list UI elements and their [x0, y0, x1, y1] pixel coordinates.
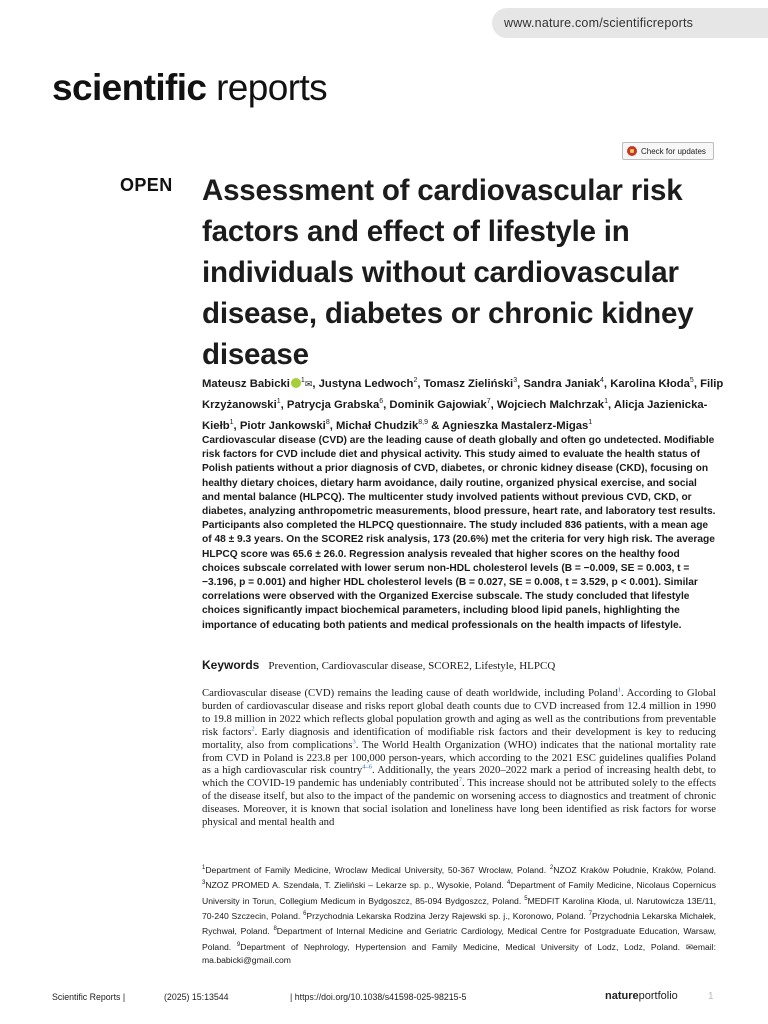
affiliation-text: Przychodnia Lekarska Michałek, Rychwał, Poland.: [202, 910, 716, 937]
author-affiliation-ref: 1: [588, 418, 593, 426]
page-footer: [0, 988, 768, 1008]
orcid-icon[interactable]: [291, 378, 301, 388]
author-separator: ,: [280, 398, 287, 411]
publisher-logo: [605, 990, 678, 1002]
author-separator: ,: [417, 377, 424, 390]
author-affiliation-ref: 1: [300, 377, 305, 384]
affiliation-number: 2: [549, 865, 554, 871]
affiliation-number: 5: [524, 895, 528, 902]
journal-brand-logo: [52, 66, 327, 110]
affiliations: [202, 862, 716, 968]
author-name[interactable]: Tomasz Zieliński: [423, 377, 514, 390]
author-affiliation-ref: 4: [600, 377, 604, 384]
author-affiliation-ref: 6: [379, 397, 384, 405]
citation-ref[interactable]: 1: [617, 686, 622, 694]
keywords: [202, 658, 716, 672]
affiliation-text: MEDFIT Karolina Kłoda, ul. Narutowicza 13E/11, 70-240 Szczecin, Poland.: [202, 895, 716, 921]
affiliation-number: 8: [273, 926, 277, 933]
author-name[interactable]: Piotr Jankowski: [239, 419, 326, 432]
author-affiliation-ref: 8,9: [418, 418, 428, 426]
page-number: 1: [708, 991, 714, 1002]
author-affiliation-ref: 2: [413, 377, 418, 384]
keywords-label: Keywords: [202, 658, 260, 672]
footer-issue: (2025) 15:13544: [164, 992, 229, 1002]
author-separator: ,: [383, 398, 390, 411]
author-name[interactable]: Agnieszka Mastalerz-Migas: [442, 419, 589, 432]
author-name[interactable]: Wojciech Malchrzak: [496, 398, 605, 411]
body-paragraph: [202, 687, 716, 829]
author-name[interactable]: Karolina Kłoda: [610, 377, 690, 390]
author-separator: &: [427, 419, 443, 432]
affiliation-number: 3: [202, 880, 206, 887]
affiliation-text: NZOZ PROMED A. Szendała, T. Zieliński – Lekarze sp. p., Wysokie, Poland.: [205, 880, 507, 891]
author-affiliation-ref: 8: [325, 418, 330, 426]
author-list: [202, 372, 732, 434]
affiliation-text: Przychodnia Lekarska Rodzina Jerzy Rajewski sp. j., Koronowo, Poland.: [306, 910, 589, 921]
affiliation-number: 4: [506, 880, 511, 887]
author-name[interactable]: Filip Krzyżanowski: [202, 377, 724, 411]
email-link[interactable]: ma.babicki@gmail.com: [202, 955, 291, 966]
body-text-segment: . Additionally, the years 2020–2022 mark a period of increasing health debt, to which the COVID-19 pandemic has undeniably contributed: [202, 764, 716, 790]
journal-url[interactable]: [492, 8, 768, 38]
affiliation-text: Department of Nephrology, Hypertension and Family Medicine, Medical University of Lodz, Lodz, Poland.: [240, 941, 686, 952]
author-affiliation-ref: 3: [513, 377, 518, 384]
affiliation-number: 7: [588, 911, 592, 918]
envelope-icon: ✉: [685, 941, 694, 952]
footer-journal: Scientific Reports |: [52, 992, 126, 1002]
author-name[interactable]: Mateusz Babicki: [202, 377, 290, 390]
author-separator: ,: [312, 377, 319, 390]
crossmark-icon: [627, 146, 637, 156]
citation-ref[interactable]: 7: [458, 776, 462, 784]
affiliation-number: 6: [303, 911, 307, 918]
author-separator: ,: [233, 419, 240, 432]
author-affiliation-ref: 1: [604, 397, 608, 405]
author-affiliation-ref: 7: [486, 397, 491, 405]
affiliation-text: Department of Internal Medicine and Geriatric Cardiology, Medical Centre for Postgraduate Education, Warsaw, Poland.: [202, 926, 716, 952]
affiliation-text: NZOZ Kraków Południe, Kraków, Poland.: [553, 864, 716, 875]
envelope-icon[interactable]: ✉: [304, 378, 313, 389]
body-text-segment: . This increase should not be attributed solely to the effects of the disease itself, but also to the impact of the pandemic on worsening access to diagnostics and treatment of chronic diseases. Moreover, it is known that social isolation and loneliness have long been identified as risk factors for worse physical and mental health and: [202, 777, 716, 829]
author-separator: ,: [603, 377, 611, 390]
open-access-label: OPEN: [120, 175, 173, 195]
author-separator: ,: [607, 398, 614, 411]
author-name[interactable]: Alicja Jazienicka-Kiełb: [202, 398, 708, 432]
affiliation-number: 9: [236, 941, 241, 948]
author-affiliation-ref: 1: [276, 397, 281, 405]
abstract: Cardiovascular disease (CVD) are the leading cause of death globally and often go undetected. Modifiable risk factors for CVD include diet and physical activity. This study aimed to evaluate the health status of Polish patients without a prior diagnosis of CVD, diabetes, or chronic kidney disease (CKD), focusing on healthy dietary choices, dietary harm avoidance, daily routine, organized physical exercise, and social and mental balance (HLPCQ). The multicenter study involved patients without previous CVD, CKD, or diabetes, analyzing anthropometric measurements, blood pressure, heart rate, and laboratory test results. Participants also completed the HLPCQ questionnaire. The study included 836 patients, with a mean age of 48 ± 9.3 years. On the SCORE2 risk analysis, 173 (20.6%) met the criteria for very high risk. The average HLPCQ score was 65.6 ± 26.0. Regression analysis revealed that higher scores on the healthy food choices subscale correlated with lower serum non-HDL cholesterol levels (B = −0.009, SE = 0.003, t = −3.196, p = 0.001) and higher HDL cholesterol levels (B = 0.027, SE = 0.008, t = 3.529, p < 0.001). Similar correlations were observed with the Organized Exercise subscale. The study concluded that lifestyle choices significantly impact biochemical parameters, including blood lipid panels, highlighting the importance of educating both patients and medical professionals on the health impacts of lifestyle.: [202, 435, 716, 631]
footer-doi-link[interactable]: | https://doi.org/10.1038/s41598-025-98215-5: [290, 992, 467, 1002]
author-name[interactable]: Patrycja Grabska: [286, 398, 380, 411]
brand-light: reports: [206, 67, 328, 108]
affiliation-number: 1: [202, 865, 206, 871]
article-title: Assessment of cardiovascular risk factors and effect of lifestyle in individuals without cardiovascular disease, diabetes or chronic kidney disease: [202, 174, 694, 371]
publisher-bold: nature: [605, 990, 639, 1002]
citation-ref[interactable]: 3: [352, 738, 356, 746]
author-affiliation-ref: 5: [689, 377, 694, 384]
affiliation-text: Department of Family Medicine, Nicolaus Copernicus University in Torun, Collegium Medicum in Bydgoszcz, 85-094 Bydgoszcz, Poland.: [202, 880, 717, 906]
author-affiliation-ref: 1: [229, 418, 234, 426]
author-name[interactable]: Michał Chudzik: [336, 419, 419, 432]
email-label: email:: [693, 941, 716, 952]
journal-url-text: www.nature.com/scientificreports: [504, 16, 694, 30]
author-separator: ,: [693, 377, 701, 390]
body-text-segment: . Early diagnosis and identification of modifiable risk factors and their development is key to reducing mortality, also from complications: [202, 725, 716, 751]
check-for-updates-button[interactable]: [622, 142, 714, 160]
author-separator: ,: [329, 419, 337, 432]
publisher-light: portfolio: [638, 990, 678, 1002]
author-separator: ,: [490, 398, 497, 411]
affiliation-text: Department of Family Medicine, Wroclaw Medical University, 50-367 Wrocław, Poland.: [205, 864, 550, 875]
citation-ref[interactable]: 4–6: [362, 763, 372, 771]
author-name[interactable]: Justyna Ledwoch: [318, 377, 414, 390]
citation-ref[interactable]: 2: [251, 725, 255, 733]
body-text-segment: Cardiovascular disease (CVD) remains the leading cause of death worldwide, including Poland: [202, 687, 618, 699]
author-name[interactable]: Sandra Janiak: [523, 377, 600, 390]
brand-bold: scientific: [52, 67, 207, 108]
keywords-list: Prevention, Cardiovascular disease, SCORE2, Lifestyle, HLPCQ: [268, 660, 556, 672]
check-for-updates-label: Check for updates: [641, 146, 706, 156]
body-text-segment: . The World Health Organization (WHO) indicates that the national mortality rate from CVD in Poland is 223.8 per 100,000 person-years, which according to the 2021 ESC guidelines qualifies Poland as a high cardiovascular risk country: [202, 738, 716, 777]
body-text-segment: . According to Global burden of cardiovascular disease and risks report global death counts due to CVD increased from 12.4 million in 1990 to 19.8 million in 2022 which reflects global population growth and aging as well as the contributions from preventable risk factors: [202, 687, 716, 738]
author-name[interactable]: Dominik Gajowiak: [389, 398, 487, 411]
author-separator: ,: [517, 377, 524, 390]
